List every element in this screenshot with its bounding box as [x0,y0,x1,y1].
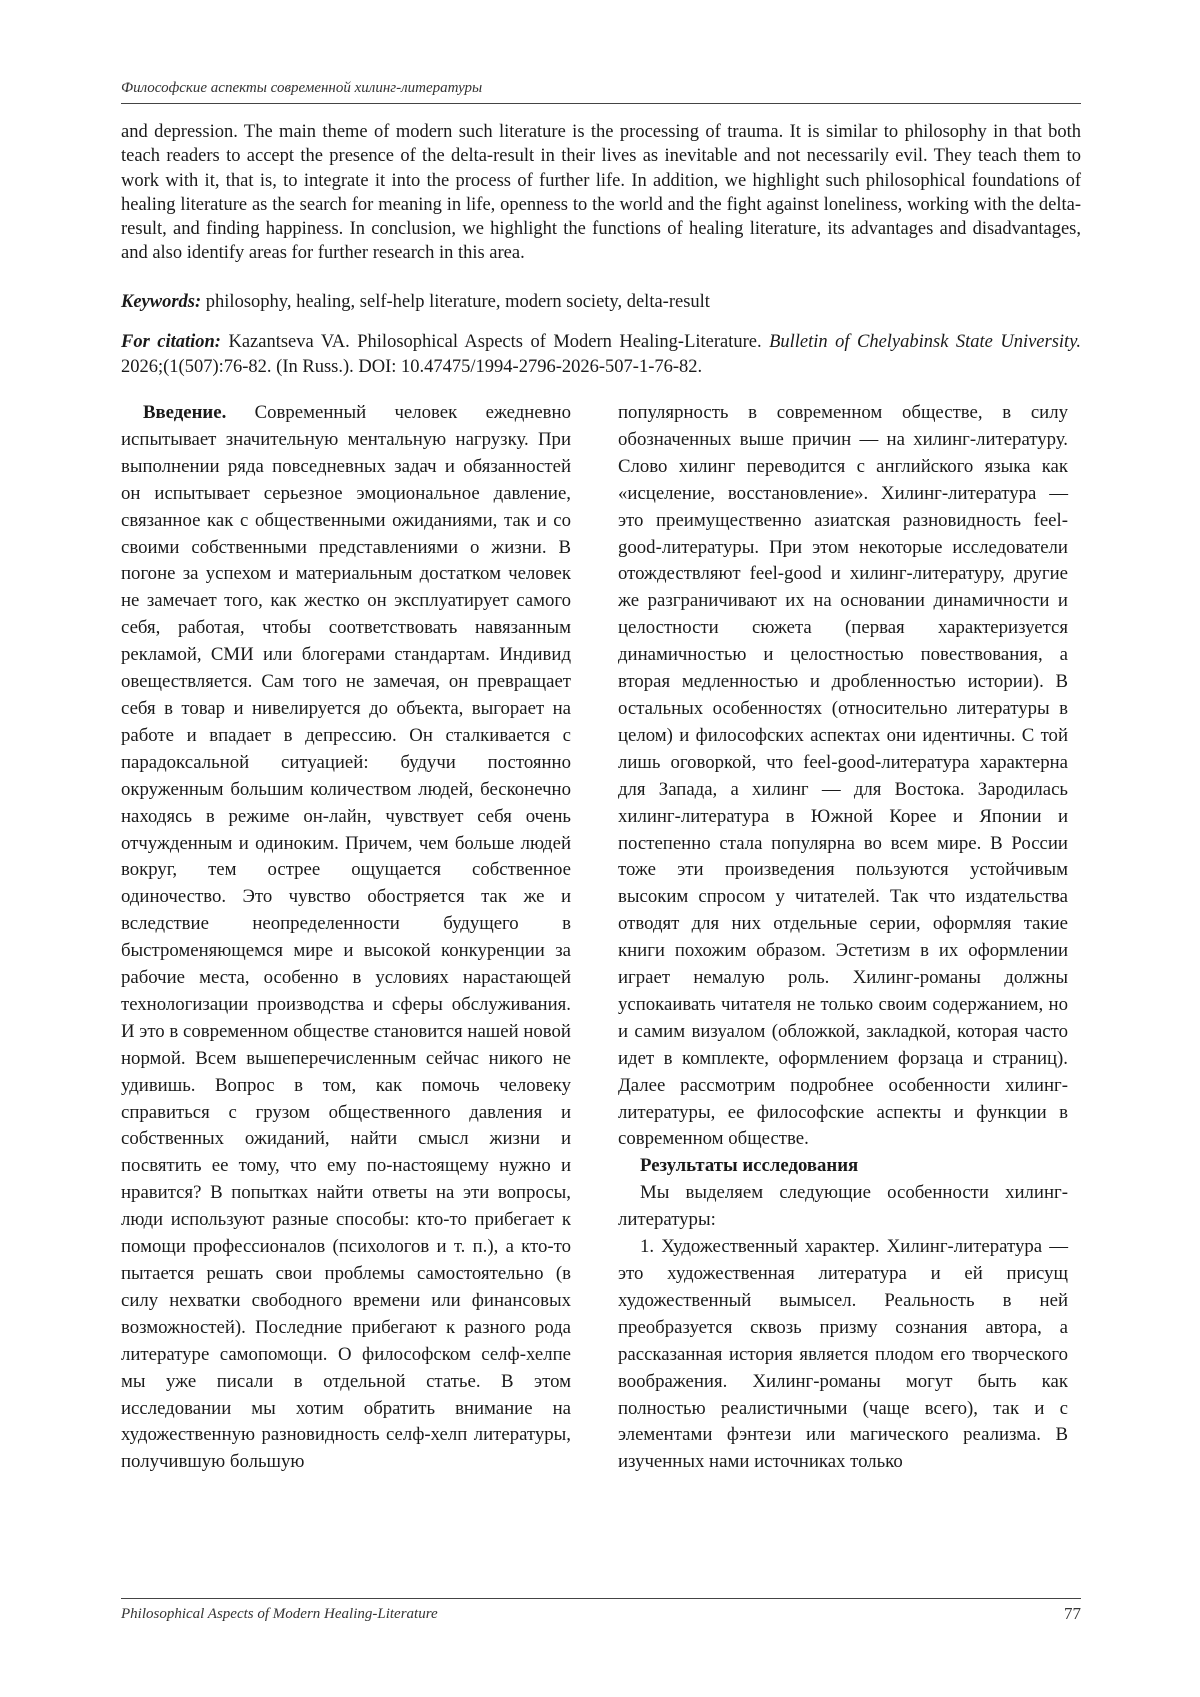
citation-details: 2026;(1(507):76-82. (In Russ.). DOI: 10.47475/1994-2796-2026-507-1-76-82. [121,356,703,377]
keywords-text: philosophy, healing, self-help literature, modern society, delta-result [205,292,710,312]
left-column [121,400,571,1476]
footer-title: Philosophical Aspects of Modern Healing-Literature [121,1606,438,1622]
citation-label: For citation: [121,332,221,352]
feature-1-paragraph: 1. Художественный характер. Хилинг-литература — это художественная литература и ей присущ художественный вымысел. Реальность в ней преобразуется сквозь призму сознания автора, а рассказанная история является плодом его творческого воображения. Хилинг-романы могут быть как полностью реалистичными (чаще всего), так и с элементами фэнтези или магического реализма. В изученных нами источниках только [618,1236,1068,1473]
page-number: 77 [1064,1604,1081,1623]
running-header: Философские аспекты современной хилинг-литературы [121,80,483,96]
intro-paragraph [121,400,571,1476]
citation-journal: Bulletin of Chelyabinsk State University. [769,332,1082,352]
keywords [121,290,1081,314]
footer-divider [121,1598,1081,1599]
results-intro-paragraph: Мы выделяем следующие особенности хилинг-литературы: [618,1182,1068,1231]
citation [121,330,1081,379]
intro-label: Введение. [143,402,227,423]
continued-paragraph: популярность в современном обществе, в силу обозначенных выше причин — на хилинг-литературу. Слово хилинг переводится с английского языка как «исцеление, восстановление». Хилинг-литература — это преимущественно азиатская разновидность feel-good-литературы. При этом некоторые исследователи отождествляют feel-good и хилинг-литературу, другие же разграничивают их на основании динамичности и целостности сюжета (первая характеризуется динамичностью и целостностью повествования, а вторая медленностью и дробленностью истории). В остальных особенностях (относительно литературы в целом) и философских аспектах они идентичны. С той лишь оговоркой, что feel-good-литература характерна для Запада, а хилинг — для Востока. Зародилась хилинг-литература в Южной Корее и Японии и постепенно стала популярна во всем мире. В России тоже эти произведения пользуются устойчивым высоким спросом у читателей. Так что издательства отводят для них отдельные серии, оформляя такие книги похожим образом. Эстетизм в их оформлении играет немалую роль. Хилинг-романы должны успокаивать читателя не только своим содержанием, но и самим визуалом (обложкой, закладкой, которая часто идет в комплекте, оформлением форзаца и страниц). Далее рассмотрим подробнее особенности хилинг-литературы, ее философские аспекты и функции в современном обществе. [618,402,1068,1150]
citation-authors-title: Kazantseva VA. Philosophical Aspects of Modern Healing-Literature. [228,332,762,352]
intro-text: Современный человек ежедневно испытывает значительную ментальную нагрузку. При выполнении ряда повседневных задач и обязанностей он испытывает серьезное эмоциональное давление, связанное как с общественными ожиданиями, так и со своими собственными представлениями о жизни. В погоне за успехом и материальным достатком человек не замечает того, как жестко он эксплуатирует самого себя, работая, чтобы соответствовать навязанным рекламой, СМИ или блогерами стандартам. Индивид овеществляется. Сам того не замечая, он превращает себя в товар и нивелируется до объекта, выгорает на работе и впадает в депрессию. Он сталкивается с парадоксальной ситуацией: будучи постоянно окруженным большим количеством людей, бесконечно находясь в режиме он-лайн, чувствует себя очень отчужденным и одиноким. Причем, чем больше людей вокруг, тем острее ощущается собственное одиночество. Это чувство обостряется так же и вследствие неопределенности будущего в быстроменяющемся мире и высокой конкуренции за рабочие места, особенно в условиях нарастающей технологизации производства и сферы обслуживания. И это в современном обществе становится нашей новой нормой. Всем вышеперечисленным сейчас никого не удивишь. Вопрос в том, как помочь человеку справиться с грузом общественного давления и собственных ожиданий, найти смысл жизни и посвятить ее тому, что ему по-настоящему нужно и нравится? В попытках найти ответы на эти вопросы, люди используют разные способы: кто-то прибегает к помощи профессионалов (психологов и т. п.), а кто-то пытается решать свои проблемы самостоятельно (в силу нехватки свободного времени или финансовых возможностей). Последние прибегают к разного рода литературе самопомощи. О философском селф-хелпе мы уже писали в отдельной статье. В этом исследовании мы хотим обратить внимание на художественную разновидность селф-хелп литературы, получившую большую [121,402,571,1473]
header-divider [121,103,1081,104]
abstract-text: and depression. The main theme of modern such literature is the processing of trauma. It is similar to philosophy in that both teach readers to accept the presence of the delta-result in their lives as inevitable and not necessarily evil. They teach them to work with it, that is, to integrate it into the process of further life. In addition, we highlight such philosophical foundations of healing literature as the search for meaning in life, openness to the world and the fight against loneliness, working with the delta- result, and finding happiness. In conclusion, we highlight the functions of healing literature, its advantages and disadvantages, and also identify areas for further research in this area. [121,122,1081,264]
section-heading: Результаты исследования [640,1155,859,1177]
right-column [618,400,1068,1476]
keywords-label: Keywords: [121,292,202,312]
